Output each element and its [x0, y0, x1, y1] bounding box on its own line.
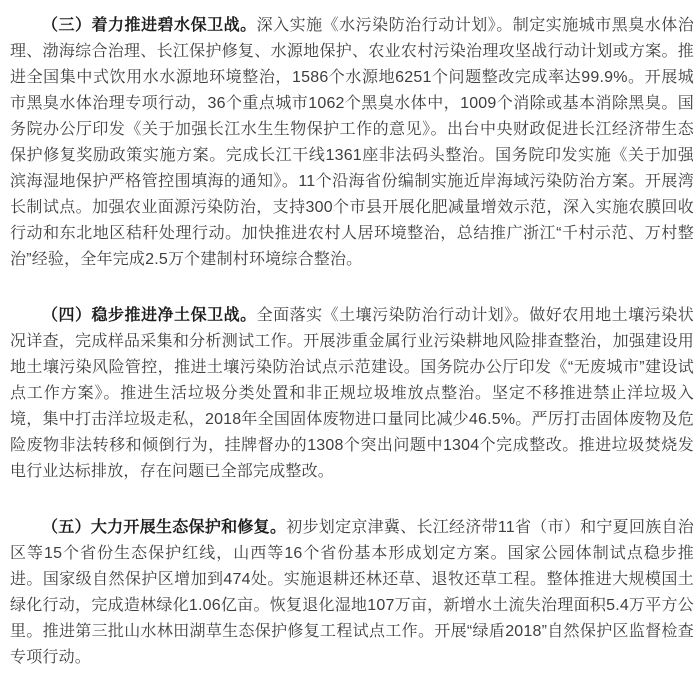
paragraph-heading: （五）大力开展生态保护和修复。: [42, 519, 287, 536]
paragraph-soil-battle: [10, 303, 694, 485]
paragraph-body: 深入实施《水污染防治行动计划》。制定实施城市黑臭水体治理、渤海综合治理、长江保护修复、水源地保护、农业农村污染治理攻坚战行动计划或方案。推进全国集中式饮用水水源地环境整治，1586个水源地6251个问题整改完成率达99.9%。开展城市黑臭水体治理专项行动，36个重点城市1062个黑臭水体中，1009个消除或基本消除黑臭。国务院办公厅印发《关于加强长江水生生物保护工作的意见》。出台中央财政促进长江经济带生态保护修复奖励政策实施方案。完成长江干线1361座非法码头整治。国务院印发实施《关于加强滨海湿地保护严格管控围填海的通知》。11个沿海省份编制实施近岸海域污染防治方案。开展湾长制试点。加强农业面源污染防治，支持300个市县开展化肥减量增效示范，深入实施农膜回收行动和东北地区秸秆处理行动。加快推进农村人居环境整治，总结推广浙江“千村示范、万村整治”经验，全年完成2.5万个建制村环境综合整治。: [10, 17, 694, 268]
paragraph-heading: （四）稳步推进净土保卫战。: [42, 307, 257, 324]
paragraph-water-battle: [10, 13, 694, 273]
paragraph-heading: （三）着力推进碧水保卫战。: [42, 17, 257, 34]
paragraph-ecology-restoration: [10, 515, 694, 671]
paragraph-body: 全面落实《土壤污染防治行动计划》。做好农用地土壤污染状况详查，完成样品采集和分析测试工作。开展涉重金属行业污染耕地风险排查整治，加强建设用地土壤污染风险管控，推进土壤污染防治试点示范建设。国务院办公厅印发《“无废城市”建设试点工作方案》。推进生活垃圾分类处置和非正规垃圾堆放点整治。坚定不移推进禁止洋垃圾入境，集中打击洋垃圾走私，2018年全国固体废物进口量同比减少46.5%。严厉打击固体废物及危险废物非法转移和倾倒行为，挂牌督办的1308个突出问题中1304个完成整改。推进垃圾焚烧发电行业达标排放，存在问题已全部完成整改。: [10, 307, 694, 480]
paragraph-body: 初步划定京津冀、长江经济带11省（市）和宁夏回族自治区等15个省份生态保护红线，山西等16个省份基本形成划定方案。国家公园体制试点稳步推进。国家级自然保护区增加到474处。实施退耕还林还草、退牧还草工程。整体推进大规模国土绿化行动，完成造林绿化1.06亿亩。恢复退化湿地107万亩，新增水土流失治理面积5.4万平方公里。推进第三批山水林田湖草生态保护修复工程试点工作。开展“绿盾2018”自然保护区监督检查专项行动。: [10, 519, 694, 666]
